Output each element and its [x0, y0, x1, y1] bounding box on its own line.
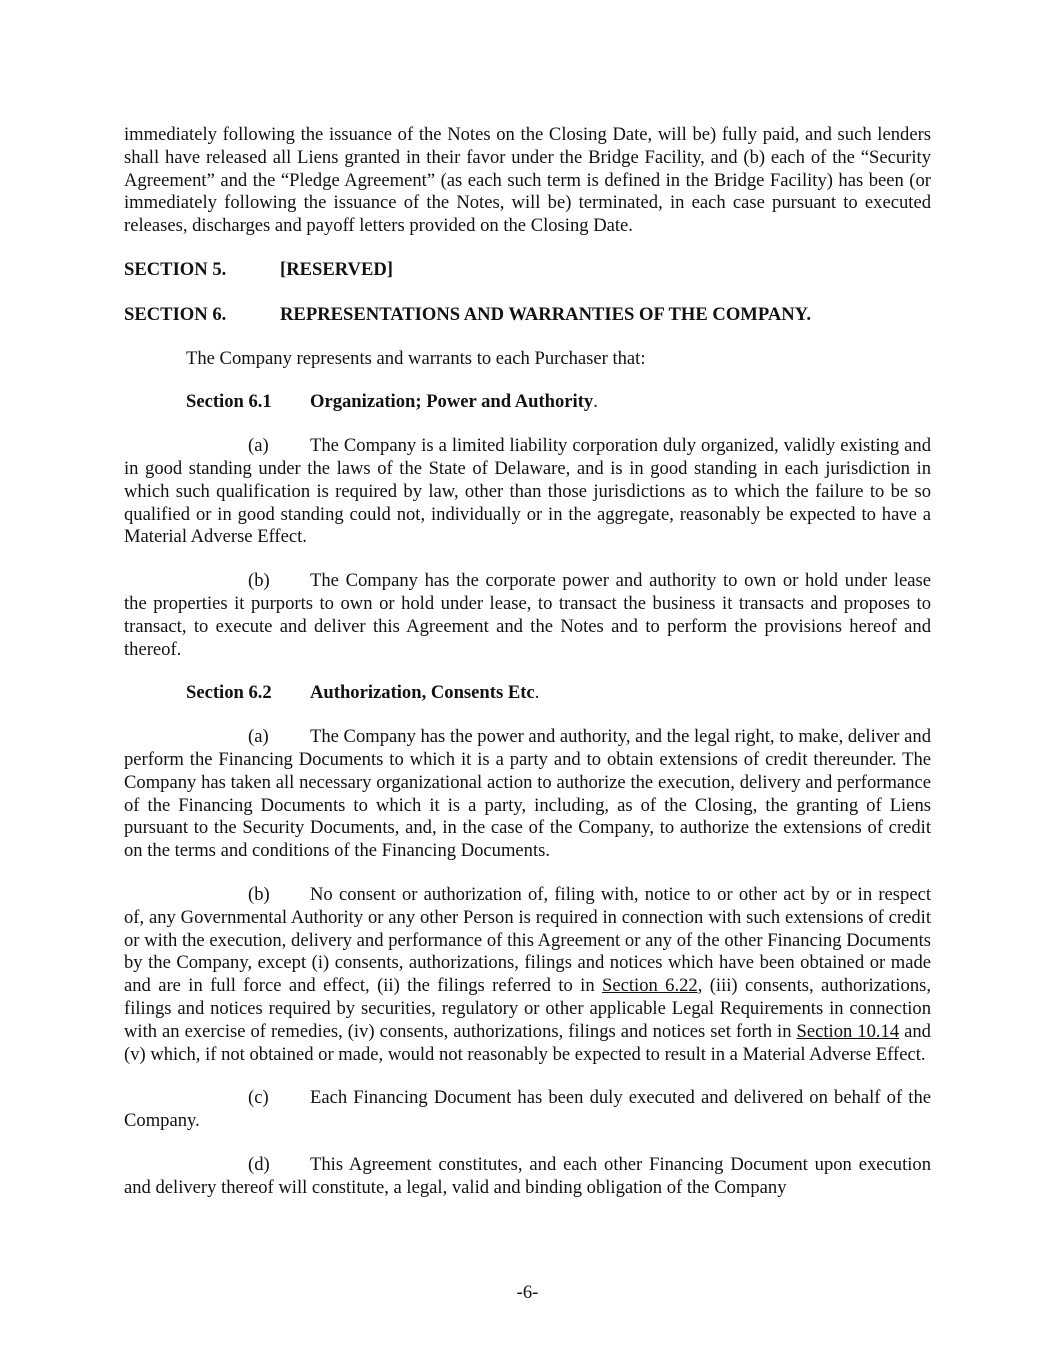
- section-6-2-heading: Section 6.2 Authorization, Consents Etc.: [186, 682, 540, 704]
- page-number: -6-: [516, 1282, 539, 1303]
- clause-label: (c): [248, 1087, 269, 1109]
- clause-label: (b): [248, 883, 270, 905]
- section-6-2-title: Authorization, Consents Etc: [310, 682, 535, 704]
- section-6-1-title: Organization; Power and Authority: [310, 391, 594, 413]
- section-6-2-a: [124, 726, 931, 863]
- clause-label: (b): [248, 570, 270, 592]
- section-6-2-b: [124, 884, 931, 1066]
- section-6-title: REPRESENTATIONS AND WARRANTIES OF THE COMPANY.: [280, 303, 812, 325]
- section-6-1-heading: Section 6.1 Organization; Power and Authority.: [186, 391, 598, 413]
- clause-text: The Company is a limited liability corporation duly organized, validly existing and in good standing under the laws of the State of Delaware, and is in good standing in each jurisdiction in which such qualification is required by law, other than those jurisdictions as to which the failure to be so qualified or in good standing could not, individually or in the aggregate, reasonably be expected to have a Material Adverse Effect.: [124, 435, 931, 548]
- section-6-2-d: [124, 1154, 931, 1200]
- section-6-1-a: [124, 435, 931, 549]
- clause-text: The Company has the power and authority, and the legal right, to make, deliver and perform the Financing Documents to which it is a party and to obtain extensions of credit thereunder. The Company has taken all necessary organizational action to authorize the execution, delivery and performance of the Financing Documents to which it is a party, including, as of the Closing, the granting of Liens pursuant to the Security Documents, and, in the case of the Company, to authorize the extensions of credit on the terms and conditions of the Financing Documents.: [124, 726, 931, 862]
- intro-paragraph: immediately following the issuance of the Notes on the Closing Date, will be) fully paid, and such lenders shall have released all Liens granted in their favor under the Bridge Facility, and (b) each of the “Security Agreement” and the “Pledge Agreement” (as each such term is defined in the Bridge Facility) has been (or immediately following the issuance of the Notes, will be) terminated, in each case pursuant to executed releases, discharges and payoff letters provided on the Closing Date.: [124, 124, 931, 237]
- clause-text: This Agreement constitutes, and each other Financing Document upon execution and delivery thereof will constitute, a legal, valid and binding obligation of the Company: [124, 1153, 931, 1198]
- section-5-title: [RESERVED]: [280, 258, 393, 280]
- clause-text: , (iii) consents, authorizations, filings and notices required by securities, regulatory or other applicable Legal Requirements in connection with an exercise of remedies, (iv) consents, authorizations, filings and notices set forth in: [124, 975, 932, 1042]
- section-6-lead: The Company represents and warrants to each Purchaser that:: [186, 347, 646, 369]
- section-5-number: SECTION 5.: [124, 258, 227, 280]
- section-6-number: SECTION 6.: [124, 303, 227, 325]
- section-6-2-c: [124, 1087, 931, 1133]
- section-6-2-number: Section 6.2: [186, 682, 272, 704]
- clause-text: The Company has the corporate power and authority to own or hold under lease the properties it purports to own or hold under lease, to transact the business it transacts and proposes to transact, to execute and deliver this Agreement and the Notes and to perform the provisions hereof and thereof.: [124, 570, 931, 660]
- section-6-22-link[interactable]: Section 6.22: [602, 975, 698, 997]
- clause-text: No consent or authorization of, filing with, notice to or other act by or in respect of, any Governmental Authority or any other Person is required in connection with such extensions of credit or with the execution, delivery and performance of this Agreement or any of the other Financing Documents by the Company, except (i) consents, authorizations, filings and notices which have been obtained or made and are in full force and effect, (ii) the filings referred to in: [124, 883, 931, 997]
- clause-label: (a): [248, 435, 269, 457]
- document-page: [124, 124, 931, 1199]
- section-10-14-link[interactable]: Section 10.14: [796, 1020, 900, 1042]
- section-5-heading: [124, 259, 931, 282]
- clause-text: Each Financing Document has been duly executed and delivered on behalf of the Company.: [124, 1087, 931, 1132]
- clause-label: (d): [248, 1153, 270, 1175]
- clause-text: and (v) which, if not obtained or made, would not reasonably be expected to result in a Material Adverse Effect.: [124, 1020, 931, 1065]
- section-6-heading: [124, 304, 931, 327]
- section-6-1-number: Section 6.1: [186, 391, 272, 413]
- section-6-1-b: [124, 570, 931, 661]
- clause-label: (a): [248, 726, 269, 748]
